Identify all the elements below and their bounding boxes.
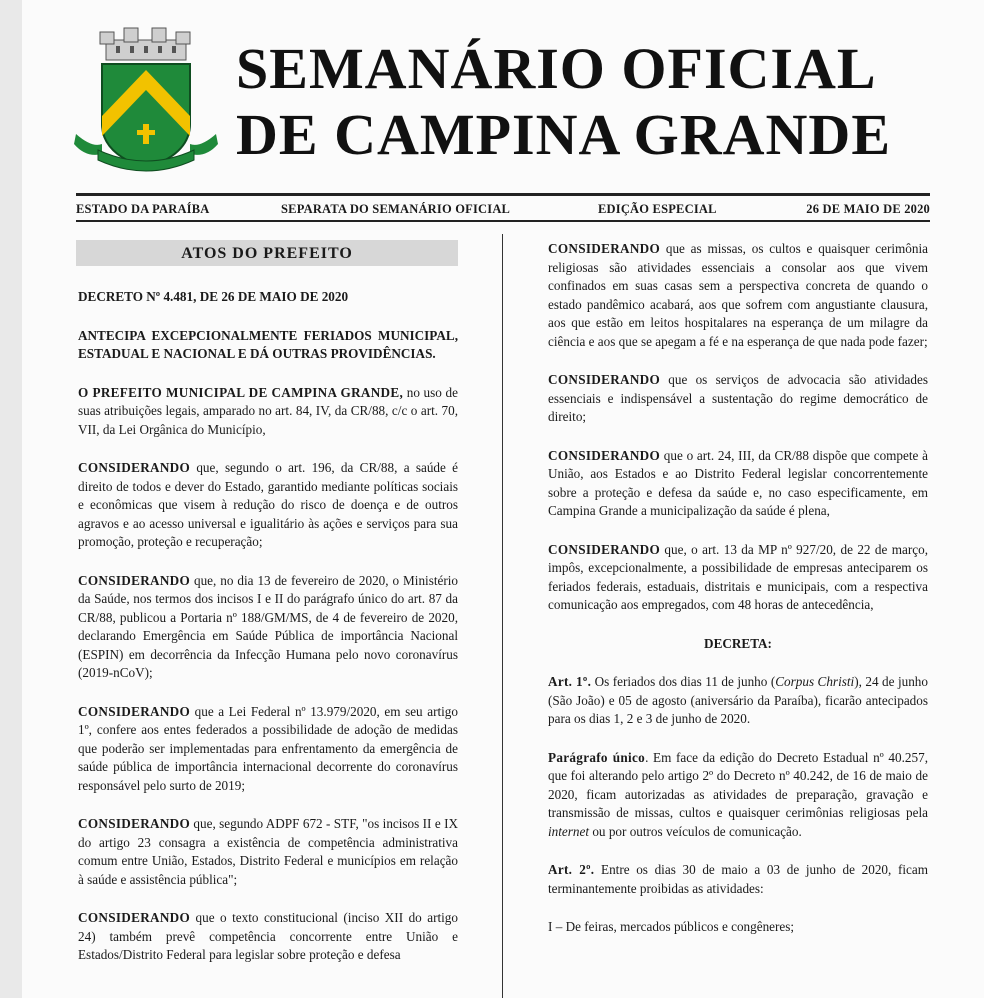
issue-edition: EDIÇÃO ESPECIAL [598,202,717,216]
prefeito-text: no uso de suas atribuições legais, amparado no art. 84, IV, da CR/88, c/c o art. 70, VII, da Lei Orgânica do Município, [78,384,458,437]
right-column [548,240,928,937]
prefeito-lead: O PREFEITO MUNICIPAL DE CAMPINA GRANDE, [78,384,404,400]
issue-info-bar [76,200,930,218]
masthead-line-1: SEMANÁRIO OFICIAL [236,36,877,101]
paragrafo-text: . Em face da edição do Decreto Estadual nº 40.257, que foi alterando pelo artigo 2º do Decreto nº 40.242, de 16 de maio de 2020, ficam autorizadas as atividades de preparação, gravação e transmissão de missas, cultos e quaisquer cerimônias religiosas pela [548,749,928,820]
considerando-text: que, o art. 13 da MP nº 927/20, de 22 de março, impôs, excepcionalmente, a possibilidade de empresas anteciparem os feriados federais, estaduais, distritais e municipais, com a respectiva comunicação aos empregados, com 48 horas de antecedência, [548,541,928,612]
section-title: ATOS DO PREFEITO [76,240,458,266]
considerando-lead: CONSIDERANDO [548,372,661,387]
considerando-text: que os serviços de advocacia são atividades essenciais e indispensável a sustentação do regime democrático de direito; [548,372,928,424]
issue-date: 26 DE MAIO DE 2020 [806,202,930,216]
decreta-heading: DECRETA: [704,635,772,651]
article-1-text-cont: ), 24 de junho (São João) e 05 de agosto (aniversário da Paraíba), ficarão antecipados para os dias 1, 2 e 3 de junho de 2020. [548,674,928,726]
left-column [78,240,458,965]
article-1-italic: Corpus Christi [775,674,855,689]
header-rule-top [76,193,930,196]
column-divider [502,234,503,998]
article-1-text: Os feriados dos dias 11 de junho ( [591,674,776,689]
considerando-lead: CONSIDERANDO [78,816,191,831]
article-1-lead: Art. 1º. [548,674,592,689]
decree-title: DECRETO Nº 4.481, DE 26 DE MAIO DE 2020 [78,289,349,304]
considerando-lead: CONSIDERANDO [78,460,191,475]
article-2-item-1: I – De feiras, mercados públicos e congêneres; [548,919,795,934]
considerando-text: que, segundo o art. 196, da CR/88, a saúde é direito de todos e dever do Estado, garantido mediante políticas sociais e econômicas que visem à redução do risco de doença e de outros agravos e ao acesso universal e igualitário às ações e serviços para sua promoção, proteção e recuperação; [78,460,458,549]
considerando-lead: CONSIDERANDO [78,703,191,719]
issue-separata: SEPARATA DO SEMANÁRIO OFICIAL [281,202,511,216]
considerando-paragraph [78,459,458,552]
article-2 [548,861,928,898]
paragrafo-italic: internet [548,823,590,839]
masthead-title [236,36,926,168]
paragrafo-unico [548,749,928,842]
considerando-lead: CONSIDERANDO [78,572,191,588]
considerando-text: que o art. 24, III, da CR/88 dispõe que compete à União, aos Estados e ao Distrito Federal legislar concorrentemente sobre a proteção e defesa da saúde e, no caso especificamente, em Campina Grande a municipalização da saúde é plena, [548,447,928,518]
considerando-lead: CONSIDERANDO [78,910,191,925]
considerando-text: que, no dia 13 de fevereiro de 2020, o Ministério da Saúde, nos termos dos incisos I e II do parágrafo único do art. 87 da CR/88, publicou a Portaria nº 188/GM/MS, de 4 de fevereiro de 2020, declarando Emergência em Saúde Pública de importância Nacional (ESPIN) em decorrência da Infecção Humana pelo novo coronavírus (2019-nCoV); [78,572,458,680]
considerando-text: que a Lei Federal nº 13.979/2020, em seu artigo 1º, confere aos entes federados a possibilidade de adoção de medidas que poderão ser implementadas para enfrentamento da emergência de saúde pública de importância internacional decorrente do coronavírus responsável pelo surto de 2019; [78,703,458,793]
masthead-line-2: DE CAMPINA GRANDE [236,102,891,167]
considerando-paragraph [78,703,458,796]
considerando-lead: CONSIDERANDO [548,447,661,463]
considerando-paragraph [548,240,928,351]
prefeito-paragraph [78,384,458,440]
considerando-text: que as missas, os cultos e quaisquer cerimônia religiosas são atividades essenciais a consolar aos que vivem confinados em suas casas sem a perspectiva concreta de quando o estado pandêmico acabará, aos que sofrem com angustiante clausura, aos que estão em leitos hospitalares na esperança de um milagre da ciência e aos que se apegam a fé e na esperança de que nada pode fazer; [548,241,928,349]
paragrafo-lead: Parágrafo único [548,749,646,765]
considerando-paragraph [78,572,458,683]
considerando-lead: CONSIDERANDO [548,241,661,256]
considerando-paragraph [548,371,928,427]
considerando-text: que o texto constitucional (inciso XII do artigo 24) também prevê competência concorrente entre União e Estados/Distrito Federal para legislar sobre proteção e defesa [78,910,458,962]
city-coat-of-arms-image [72,26,220,176]
considerando-paragraph [78,909,458,965]
considerando-lead: CONSIDERANDO [548,541,661,557]
article-2-lead: Art. 2º. [548,862,595,877]
paragrafo-text-cont: ou por outros veículos de comunicação. [589,823,802,839]
article-1 [548,673,928,729]
considerando-paragraph [548,541,928,615]
decree-summary: ANTECIPA EXCEPCIONALMENTE FERIADOS MUNICIPAL, ESTADUAL E NACIONAL E DÁ OUTRAS PROVIDÊNCIAS. [78,327,458,361]
considerando-paragraph [78,815,458,889]
header-rule-bottom [76,220,930,222]
considerando-text: que, segundo ADPF 672 - STF, "os incisos II e IX do artigo 23 consagra a existência de competência administrativa comum entre União, Estados, Distrito Federal e municípios em relação à saúde e assistência pública"; [78,816,458,887]
considerando-paragraph [548,447,928,521]
article-2-text: Entre os dias 30 de maio a 03 de junho de 2020, ficam terminantemente proibidas as atividades: [548,862,928,896]
issue-state: ESTADO DA PARAÍBA [76,202,210,216]
